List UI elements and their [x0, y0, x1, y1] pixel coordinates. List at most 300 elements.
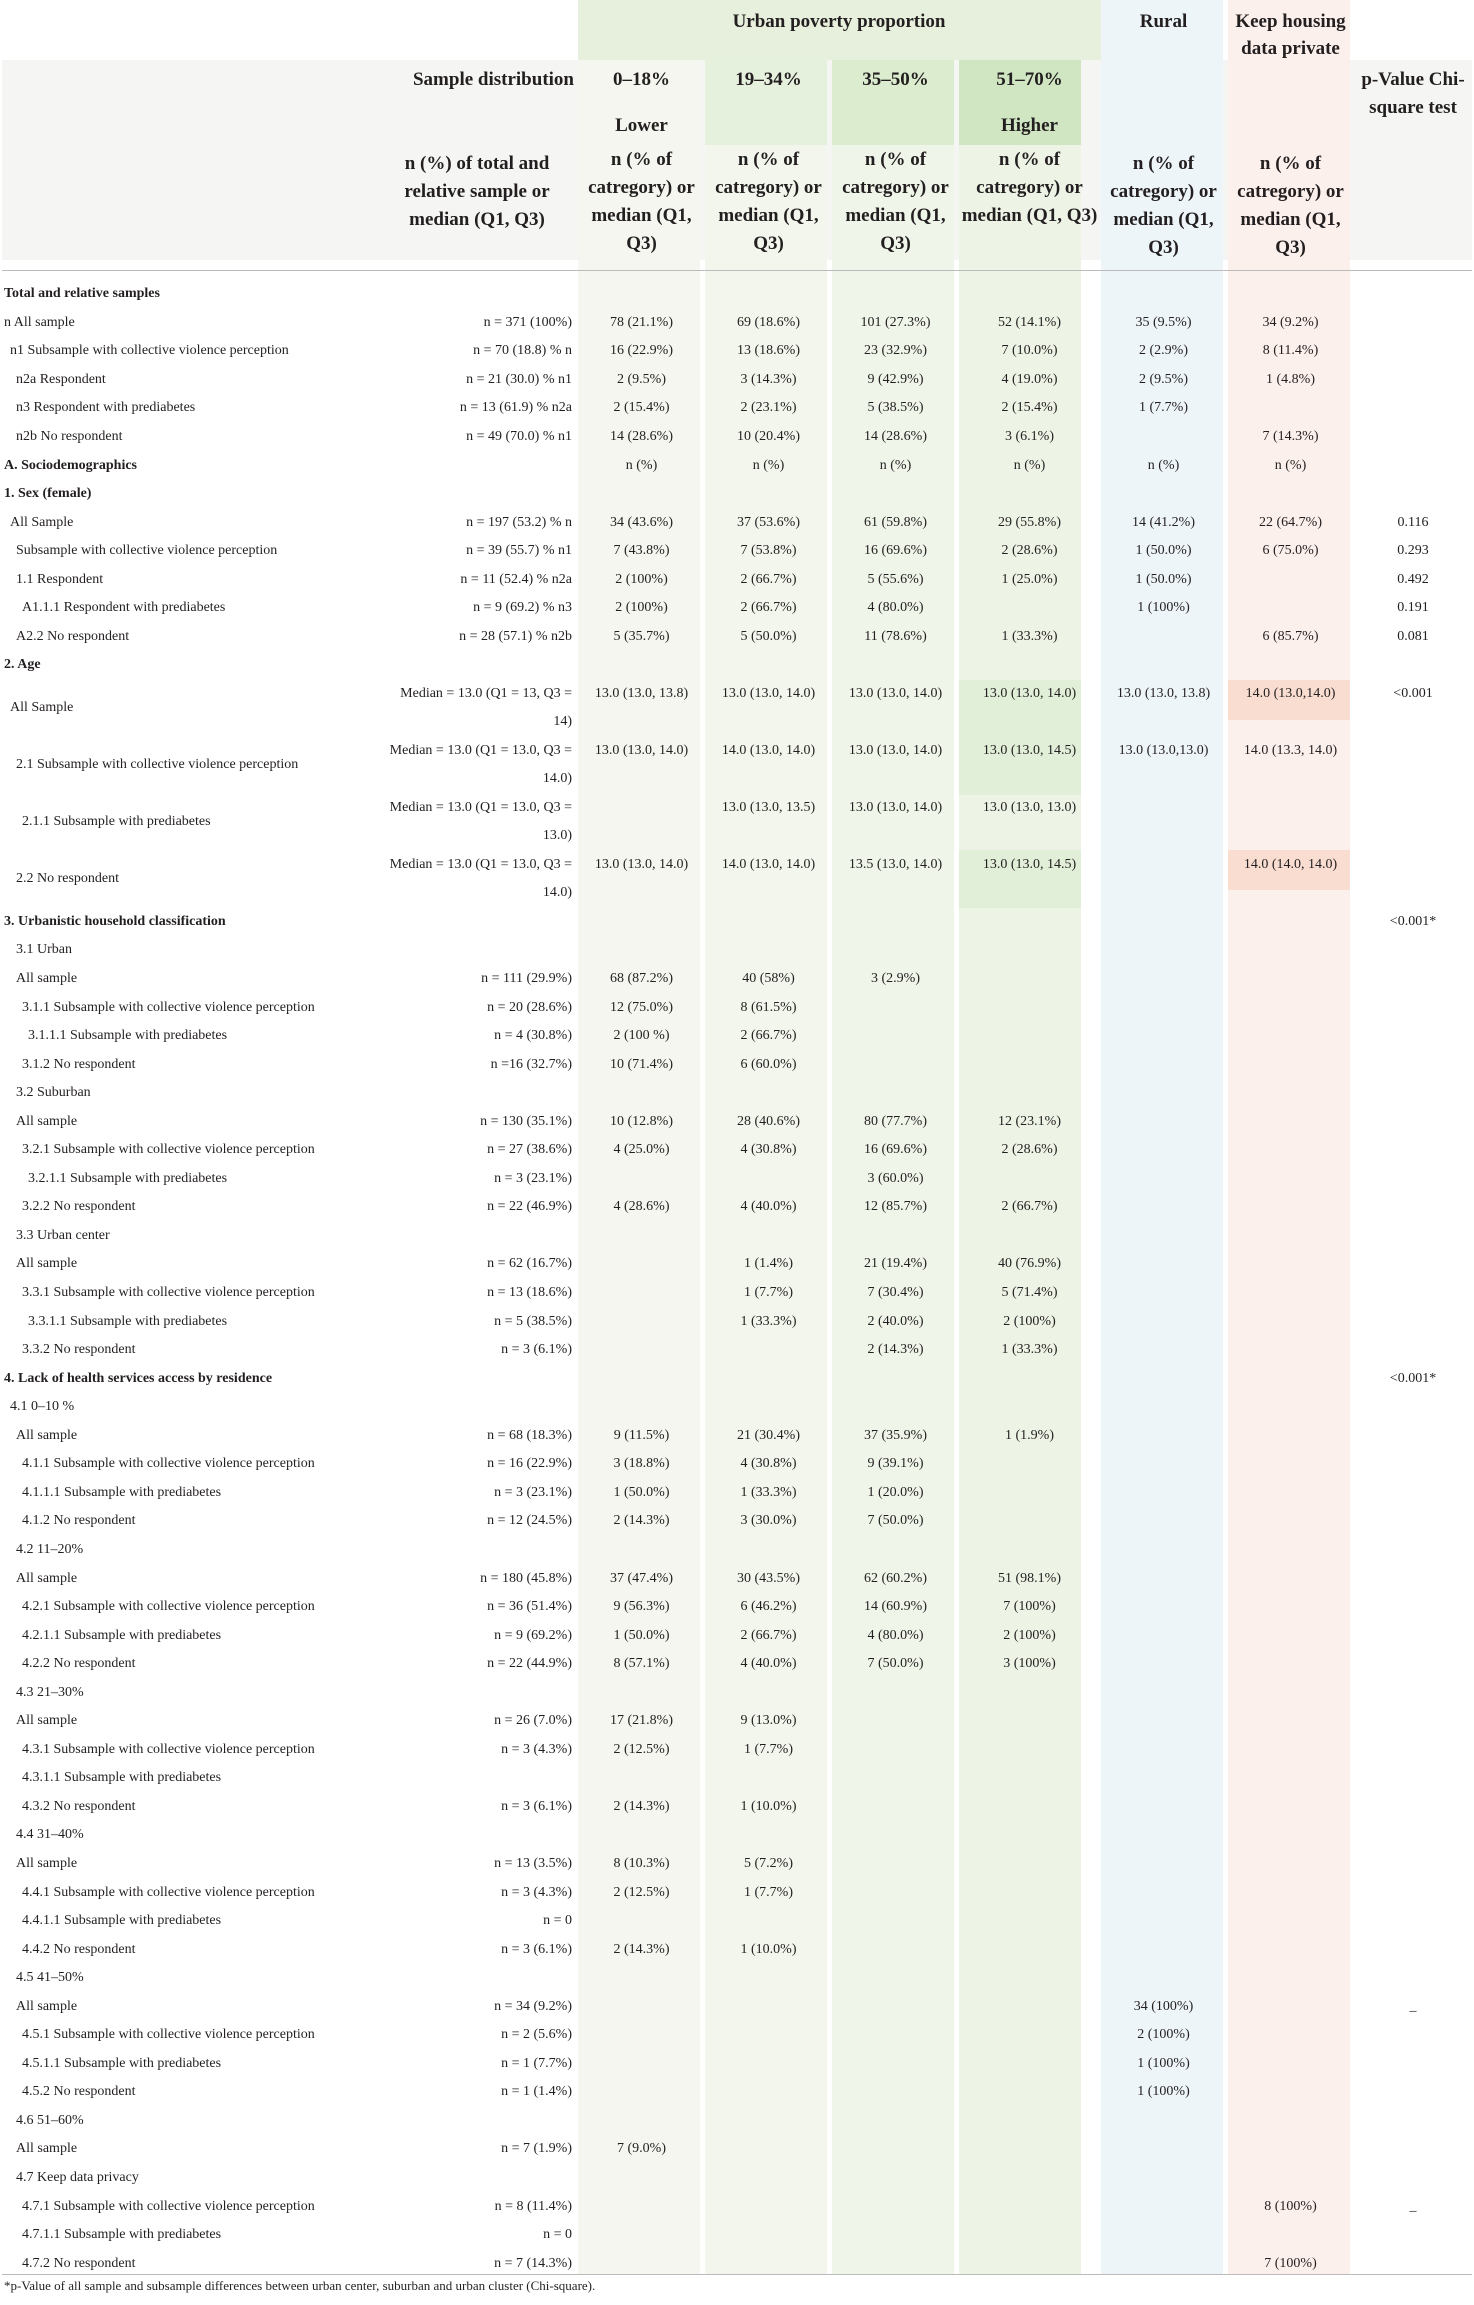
row-label: 4.1.1.1 Subsample with prediabetes [22, 1484, 222, 1500]
row-label: 3.2 Suburban [16, 1085, 91, 1101]
cell-lower: 1 (50.0%) [613, 1484, 670, 1500]
row-label: 4.4.1 Subsample with collective violence perception [22, 1884, 315, 1900]
cell-lower: 2 (14.3%) [613, 1798, 670, 1814]
cell-35-50: 11 (78.6%) [864, 628, 927, 644]
cell-pvalue [1354, 1307, 1472, 1336]
cell-51-70 [959, 1793, 1100, 1822]
row-label: 3.1.2 No respondent [22, 1056, 136, 1072]
cell-51-70: 1 (1.9%) [1005, 1427, 1054, 1443]
table-row [2, 2078, 1472, 2107]
cell-private [1227, 1050, 1354, 1079]
cell-19-34: 1 (1.4%) [744, 1256, 793, 1272]
cell-pvalue [1354, 1022, 1472, 1051]
cell-pvalue [1354, 1422, 1472, 1451]
cell-private [1227, 1992, 1354, 2021]
cell-51-70: 2 (100%) [1003, 1313, 1056, 1329]
cell-lower [578, 1364, 705, 1393]
sample-distribution-header: Sample distribution [412, 69, 574, 90]
cell-19-34: 5 (7.2%) [744, 1855, 793, 1871]
sample-cell [380, 1764, 578, 1793]
cell-lower [578, 936, 705, 965]
cell-rural [1100, 1821, 1227, 1850]
cell-19-34: 1 (7.7%) [744, 1285, 793, 1301]
row-label: All sample [16, 1713, 78, 1729]
cell-private: 7 (100%) [1264, 2255, 1317, 2271]
cell-pvalue [1354, 1736, 1472, 1765]
cell-51-70 [959, 1393, 1100, 1422]
cell-pvalue [1354, 1878, 1472, 1907]
cell-pvalue [1354, 965, 1472, 994]
sample-cell: n = 5 (38.5%) [494, 1313, 572, 1329]
sample-cell [380, 936, 578, 965]
cell-19-34 [705, 280, 832, 309]
cell-51-70: 2 (66.7%) [1001, 1199, 1058, 1215]
cell-51-70 [959, 2078, 1100, 2107]
cell-35-50: 14 (60.9%) [864, 1599, 927, 1615]
sample-cell [380, 651, 578, 680]
cell-private: 14.0 (14.0, 14.0) [1243, 856, 1338, 872]
sample-cell: n = 3 (23.1%) [494, 1484, 572, 1500]
table-row [2, 394, 1472, 423]
sample-cell [380, 1678, 578, 1707]
sample-cell: n = 7 (1.9%) [501, 2141, 572, 2157]
cell-lower: 14 (28.6%) [610, 429, 673, 444]
cell-pvalue [1354, 2164, 1472, 2193]
cell-pvalue [1354, 1707, 1472, 1736]
row-label: A. Sociodemographics [4, 457, 137, 473]
cell-rural [1100, 623, 1227, 652]
cell-pvalue [1354, 1165, 1472, 1194]
table-row [2, 2021, 1472, 2050]
cell-35-50: 13.5 (13.0, 14.0) [848, 856, 943, 872]
cell-35-50 [832, 993, 959, 1022]
row-label: 4.5.1 Subsample with collective violence perception [22, 2027, 315, 2043]
cell-rural [1100, 1621, 1227, 1650]
sample-cell [380, 908, 578, 937]
cell-19-34: 1 (33.3%) [740, 1484, 797, 1500]
cell-private [1227, 2050, 1354, 2079]
cell-pvalue [1354, 1935, 1472, 1964]
cell-19-34 [705, 2050, 832, 2079]
cell-private: 6 (85.7%) [1262, 628, 1319, 644]
cell-private [1227, 1621, 1354, 1650]
cell-pvalue [1354, 1279, 1472, 1308]
cell-35-50: 9 (39.1%) [867, 1456, 924, 1472]
cell-lower: 10 (71.4%) [610, 1056, 673, 1072]
cell-rural [1100, 1307, 1227, 1336]
cell-35-50 [832, 936, 959, 965]
cell-private [1227, 1707, 1354, 1736]
cell-rural [1100, 2107, 1227, 2136]
cell-51-70 [959, 2221, 1100, 2250]
cell-private [1227, 1079, 1354, 1108]
urban-poverty-header: Urban poverty proportion [732, 11, 946, 32]
table-row [2, 936, 1472, 965]
row-label: 4.5.1.1 Subsample with prediabetes [22, 2055, 222, 2071]
cell-35-50 [832, 1907, 959, 1936]
cell-rural [1100, 1793, 1227, 1822]
cell-lower: 34 (43.6%) [610, 514, 673, 530]
cell-35-50 [832, 908, 959, 937]
cell-51-70 [959, 936, 1100, 965]
table-row [2, 1450, 1472, 1479]
row-label: 1.1 Respondent [16, 571, 104, 587]
cell-lower: 5 (35.7%) [613, 628, 670, 644]
table-row [2, 1507, 1472, 1536]
cell-lower: 2 (100 %) [613, 1028, 670, 1044]
cell-pvalue [1354, 1079, 1472, 1108]
cell-19-34 [705, 1364, 832, 1393]
cell-lower [578, 1907, 705, 1936]
cell-lower [578, 1250, 705, 1279]
cell-19-34: 3 (14.3%) [740, 371, 797, 387]
row-label: n1 Subsample with collective violence perception [10, 343, 289, 359]
cell-rural [1100, 1536, 1227, 1565]
cell-19-34 [705, 2021, 832, 2050]
sample-cell: n = 20 (28.6%) [487, 999, 572, 1015]
cell-19-34: 1 (7.7%) [744, 1741, 793, 1757]
sample-cell: n =16 (32.7%) [490, 1056, 572, 1072]
sample-cell: n = 371 (100%) [483, 314, 572, 330]
cell-51-70 [959, 2021, 1100, 2050]
row-label: n All sample [4, 314, 75, 330]
cell-private [1227, 594, 1354, 623]
cell-lower [578, 1964, 705, 1993]
cell-pvalue [1354, 1536, 1472, 1565]
cell-35-50 [832, 2221, 959, 2250]
cat-subheader-3: n (% of catregory) or median (Q1, Q3) [842, 149, 949, 254]
cell-51-70: 29 (55.8%) [998, 514, 1061, 530]
cell-lower: 13.0 (13.0, 14.0) [594, 742, 689, 758]
cell-19-34 [705, 1079, 832, 1108]
table-row [2, 1736, 1472, 1765]
higher-label: Higher [1001, 115, 1058, 136]
footer-rule [2, 2274, 1472, 2275]
row-label: 4.3 21–30% [16, 1684, 84, 1700]
table-row [2, 2135, 1472, 2164]
cell-pvalue [1354, 2021, 1472, 2050]
table-row [2, 537, 1472, 566]
pvalue-header: p-Value Chi-square test [1361, 69, 1465, 118]
cell-51-70 [959, 1536, 1100, 1565]
cell-51-70 [959, 1821, 1100, 1850]
sample-cell: n = 4 (30.8%) [494, 1028, 572, 1044]
cell-51-70: 13.0 (13.0, 14.0) [982, 685, 1077, 701]
cell-private [1227, 1022, 1354, 1051]
sample-cell: n = 8 (11.4%) [494, 2198, 572, 2214]
cell-19-34: 40 (58%) [742, 971, 795, 987]
cell-51-70 [959, 993, 1100, 1022]
cell-private: 8 (100%) [1264, 2198, 1317, 2214]
table-row [2, 1850, 1472, 1879]
cell-51-70: 40 (76.9%) [998, 1256, 1061, 1272]
cell-pvalue [1354, 1821, 1472, 1850]
sample-cell: n = 9 (69.2%) [494, 1627, 572, 1643]
row-label: 4.7.1.1 Subsample with prediabetes [22, 2227, 222, 2243]
cell-private [1227, 1564, 1354, 1593]
cell-19-34 [705, 936, 832, 965]
cell-private [1227, 1222, 1354, 1251]
table-row [2, 1593, 1472, 1622]
cell-pvalue [1354, 651, 1472, 680]
cell-lower [578, 1536, 705, 1565]
cell-private [1227, 480, 1354, 509]
cell-lower [578, 1279, 705, 1308]
sample-cell [380, 480, 578, 509]
cell-51-70 [959, 1707, 1100, 1736]
cell-lower [578, 1165, 705, 1194]
table-row [2, 1479, 1472, 1508]
cell-51-70: 52 (14.1%) [998, 314, 1061, 330]
cell-pvalue [1354, 1793, 1472, 1822]
cell-35-50: 62 (60.2%) [864, 1570, 927, 1586]
sample-cell [380, 2164, 578, 2193]
cell-19-34 [705, 1222, 832, 1251]
cell-lower [578, 2107, 705, 2136]
sample-cell [380, 1821, 578, 1850]
row-label: 3.2.1 Subsample with collective violence perception [22, 1142, 315, 1158]
table-row [2, 594, 1472, 623]
cat-subheader-2: n (% of catregory) or median (Q1, Q3) [715, 149, 822, 254]
cell-35-50: 23 (32.9%) [864, 343, 927, 359]
cell-rural [1100, 1050, 1227, 1079]
table-row [2, 651, 1472, 680]
cell-pvalue [1354, 1907, 1472, 1936]
cell-19-34 [705, 1336, 832, 1365]
cell-35-50 [832, 1850, 959, 1879]
cell-lower: 2 (14.3%) [613, 1513, 670, 1529]
row-label: 3.3.1.1 Subsample with prediabetes [28, 1313, 228, 1329]
cell-35-50 [832, 2078, 959, 2107]
cell-19-34: 2 (66.7%) [740, 571, 797, 587]
cell-51-70 [959, 2164, 1100, 2193]
cell-pvalue [1354, 2135, 1472, 2164]
cell-lower [578, 1336, 705, 1365]
cell-rural [1100, 423, 1227, 452]
row-label: 4.4 31–40% [16, 1827, 84, 1843]
cell-pvalue [1354, 2078, 1472, 2107]
cell-19-34 [705, 1678, 832, 1707]
cell-lower [578, 2021, 705, 2050]
cell-19-34: 7 (53.8%) [740, 543, 797, 559]
cell-rural: 13.0 (13.0,13.0) [1118, 742, 1209, 758]
cell-51-70: 2 (100%) [1003, 1627, 1056, 1643]
cell-private: 14.0 (13.3, 14.0) [1243, 742, 1338, 758]
row-label: 3. Urbanistic household classification [4, 913, 226, 929]
sample-cell: n = 130 (35.1%) [480, 1113, 572, 1129]
cell-rural [1100, 1193, 1227, 1222]
sample-cell: n = 36 (51.4%) [487, 1599, 572, 1615]
cell-lower: 7 (43.8%) [613, 543, 670, 559]
table-header [2, 0, 1472, 262]
cell-pvalue [1354, 1222, 1472, 1251]
cell-pvalue [1354, 1479, 1472, 1508]
cell-pvalue: 0.191 [1397, 600, 1429, 616]
table-row [2, 680, 1472, 737]
cell-19-34: 13 (18.6%) [737, 343, 800, 359]
cell-lower: 2 (12.5%) [613, 1884, 670, 1900]
cell-pvalue [1354, 851, 1472, 908]
cell-lower [578, 1079, 705, 1108]
cell-lower: 2 (9.5%) [617, 371, 666, 387]
cell-pvalue [1354, 1393, 1472, 1422]
cell-rural [1100, 1279, 1227, 1308]
cell-rural [1100, 1079, 1227, 1108]
cell-lower: n (%) [625, 457, 658, 473]
cell-19-34: 13.0 (13.0, 13.5) [721, 799, 816, 815]
cell-lower [578, 1821, 705, 1850]
table-row [2, 623, 1472, 652]
cell-19-34: 3 (30.0%) [740, 1513, 797, 1529]
cell-private: 14.0 (13.0,14.0) [1245, 685, 1336, 701]
cell-51-70: 5 (71.4%) [1001, 1285, 1058, 1301]
table-row [2, 794, 1472, 851]
cell-pvalue [1354, 1764, 1472, 1793]
cell-private [1227, 1821, 1354, 1850]
row-label: 4.1 0–10 % [10, 1399, 75, 1415]
cell-19-34 [705, 1764, 832, 1793]
cell-rural [1100, 1964, 1227, 1993]
table-row [2, 1935, 1472, 1964]
row-label: 4.3.2 No respondent [22, 1798, 136, 1814]
cell-19-34: 4 (30.8%) [740, 1142, 797, 1158]
sample-cell: n = 0 [543, 2227, 572, 2243]
cell-lower: 2 (14.3%) [613, 1941, 670, 1957]
row-label: 4.2.1.1 Subsample with prediabetes [22, 1627, 222, 1643]
row-label: All sample [16, 1855, 78, 1871]
cell-rural: n (%) [1147, 457, 1180, 473]
sample-cell: n = 3 (23.1%) [494, 1170, 572, 1186]
cell-35-50 [832, 651, 959, 680]
sample-cell: n = 3 (4.3%) [501, 1884, 572, 1900]
cell-pvalue: _ [1409, 2198, 1417, 2214]
cell-51-70 [959, 2050, 1100, 2079]
table-row [2, 2107, 1472, 2136]
cell-35-50 [832, 1393, 959, 1422]
cell-51-70 [959, 965, 1100, 994]
cell-pvalue [1354, 309, 1472, 338]
cell-35-50: 4 (80.0%) [867, 1627, 924, 1643]
cell-pvalue [1354, 737, 1472, 794]
cell-19-34: 6 (46.2%) [740, 1599, 797, 1615]
sample-cell: n = 3 (6.1%) [501, 1342, 572, 1358]
table-row [2, 851, 1472, 908]
cell-51-70 [959, 1050, 1100, 1079]
cell-51-70 [959, 1022, 1100, 1051]
cell-35-50: 3 (2.9%) [871, 971, 920, 987]
cell-35-50: 37 (35.9%) [864, 1427, 927, 1443]
row-label: All Sample [10, 700, 74, 716]
cell-19-34 [705, 2192, 832, 2221]
table-row [2, 1393, 1472, 1422]
sample-cell [380, 2107, 578, 2136]
cell-pvalue [1354, 2050, 1472, 2079]
cell-51-70: 4 (19.0%) [1001, 371, 1058, 387]
cell-35-50: 5 (55.6%) [867, 571, 924, 587]
row-label: A1.1.1 Respondent with prediabetes [22, 600, 226, 616]
cell-51-70: 2 (15.4%) [1001, 400, 1058, 416]
cell-19-34 [705, 480, 832, 509]
cell-lower: 10 (12.8%) [610, 1113, 673, 1129]
sample-cell: n = 21 (30.0) % n1 [466, 371, 572, 387]
cell-private [1227, 1393, 1354, 1422]
cell-51-70: 7 (10.0%) [1001, 343, 1058, 359]
cell-51-70 [959, 1878, 1100, 1907]
cell-private [1227, 908, 1354, 937]
cell-19-34 [705, 2107, 832, 2136]
cell-private: 1 (4.8%) [1266, 371, 1315, 387]
table-row [2, 1536, 1472, 1565]
sample-cell: n = 197 (53.2) % n [466, 514, 572, 530]
cell-pvalue [1354, 1564, 1472, 1593]
cell-lower [578, 480, 705, 509]
cell-private [1227, 1279, 1354, 1308]
cell-rural [1100, 651, 1227, 680]
cell-51-70 [959, 1678, 1100, 1707]
sample-cell [380, 1536, 578, 1565]
cell-35-50: 13.0 (13.0, 14.0) [848, 799, 943, 815]
header-rule [2, 270, 1472, 271]
sample-cell [380, 1364, 578, 1393]
row-label: 4.5 41–50% [16, 1970, 84, 1986]
cell-51-70: 1 (33.3%) [1001, 1342, 1058, 1358]
range-35-50: 35–50% [862, 69, 929, 90]
row-label: 3.3.2 No respondent [22, 1342, 136, 1358]
cell-rural [1100, 993, 1227, 1022]
cell-35-50: 80 (77.7%) [864, 1113, 927, 1129]
cell-51-70 [959, 1850, 1100, 1879]
cell-19-34: 6 (60.0%) [740, 1056, 797, 1072]
cell-lower: 2 (100%) [615, 600, 668, 616]
cell-19-34: 1 (10.0%) [740, 1798, 797, 1814]
cell-rural: 1 (7.7%) [1139, 400, 1188, 416]
sample-cell: n = 27 (38.6%) [487, 1142, 572, 1158]
sample-cell: Median = 13.0 (Q1 = 13.0, Q3 = 14.0) [389, 856, 572, 900]
cell-lower: 13.0 (13.0, 14.0) [594, 856, 689, 872]
cell-51-70 [959, 1079, 1100, 1108]
table-row [2, 565, 1472, 594]
cell-private [1227, 794, 1354, 851]
table-row [2, 1678, 1472, 1707]
range-51-70: 51–70% [996, 69, 1063, 90]
cell-pvalue [1354, 1450, 1472, 1479]
row-label: 4.1.2 No respondent [22, 1513, 136, 1529]
cell-rural: 2 (2.9%) [1139, 343, 1188, 359]
cell-rural [1100, 1222, 1227, 1251]
cell-51-70: 3 (6.1%) [1005, 429, 1054, 444]
row-label: 3.1 Urban [16, 942, 72, 958]
sample-cell: n = 49 (70.0) % n1 [466, 429, 572, 444]
cell-51-70: 7 (100%) [1003, 1599, 1056, 1615]
cell-35-50: 16 (69.6%) [864, 1142, 927, 1158]
cell-51-70: 13.0 (13.0, 14.5) [982, 742, 1077, 758]
row-label: All sample [16, 1570, 78, 1586]
cell-19-34: 14.0 (13.0, 14.0) [721, 856, 816, 872]
row-label: 2.1 Subsample with collective violence perception [16, 757, 299, 773]
table-row [2, 1707, 1472, 1736]
cell-35-50: 61 (59.8%) [864, 514, 927, 530]
cell-19-34: n (%) [752, 457, 785, 473]
row-label: All sample [16, 1427, 78, 1443]
cell-pvalue [1354, 1050, 1472, 1079]
cell-lower: 17 (21.8%) [610, 1713, 673, 1729]
cell-51-70 [959, 1165, 1100, 1194]
cell-51-70 [959, 1964, 1100, 1993]
table-row [2, 280, 1472, 309]
cell-rural: 34 (100%) [1133, 1998, 1194, 2014]
cell-pvalue [1354, 366, 1472, 395]
sample-cell: n = 1 (1.4%) [501, 2084, 572, 2100]
